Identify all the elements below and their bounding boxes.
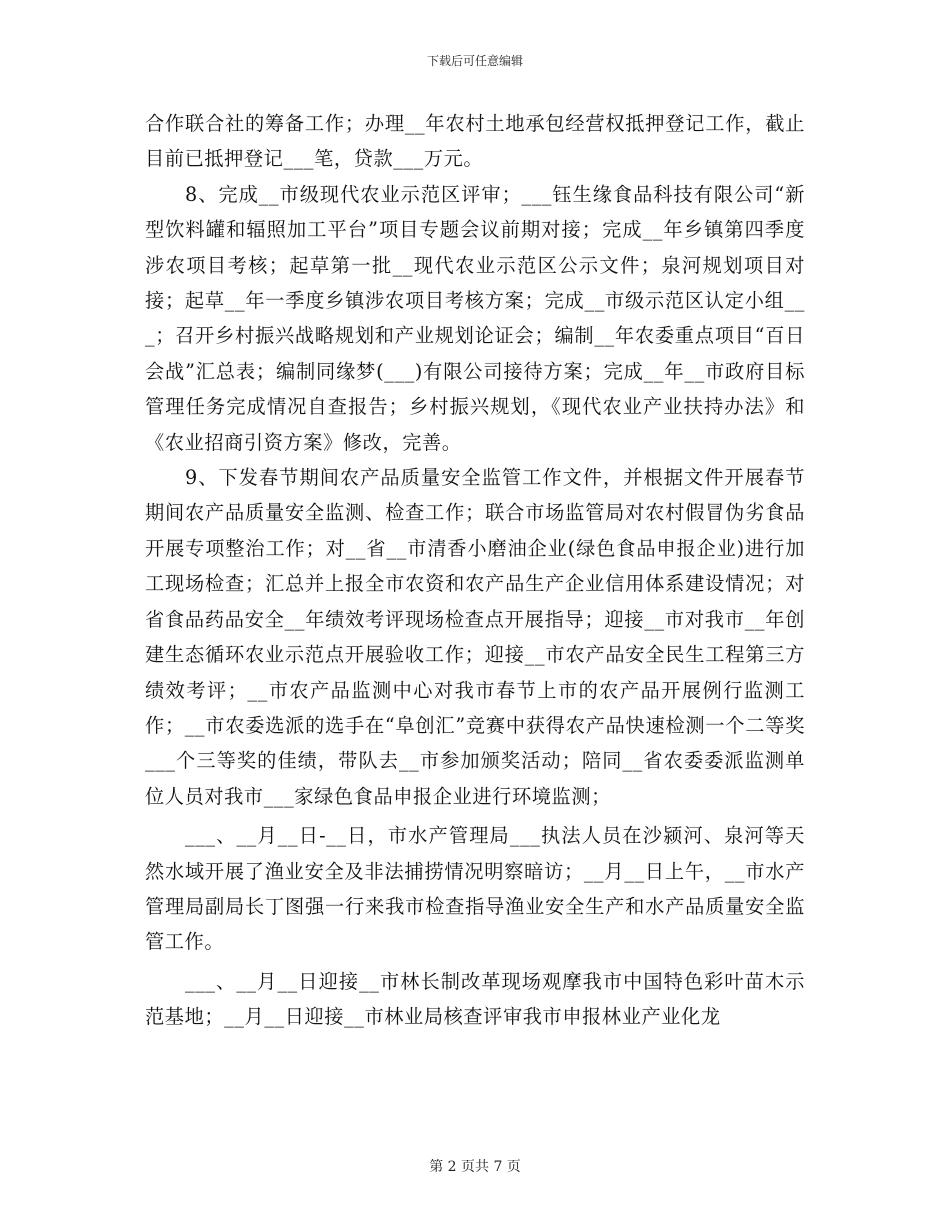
paragraph-item-8: 8、完成__市级现代农业示范区评审；___钰生缘食品科技有限公司“新型饮料罐和辐照加工平台”项目专题会议前期对接；完成__年乡镇第四季度涉农项目考核；起草第一批__现代农业示范区公示文件；泉河规划项目对接；起草__年一季度乡镇涉农项目考核方案；完成__市级示范区认定小组___；召开乡村振兴战略规划和产业规划论证会；编制__年农委重点项目“百日会战”汇总表；编制同缘梦(___)有限公司接待方案；完成__年__市政府目标管理任务完成情况自查报告；乡村振兴规划，《现代农业产业扶持办法》和《农业招商引资方案》修改，完善。: [145, 182, 805, 454]
paragraph-continued: 合作联合社的筹备工作；办理__年农村土地承包经营权抵押登记工作，截止目前已抵押登记___笔，贷款___万元。: [145, 112, 805, 171]
page-header-note: 下载后可任意编辑: [426, 54, 523, 68]
paragraph-item-forestry: ___、__月__日迎接__市林长制改革现场观摩我市中国特色彩叶苗木示范基地；__月__日迎接__市林业局核查评审我市申报林业产业化龙: [145, 969, 805, 1029]
page-number: 第 2 页共 7 页: [429, 1159, 521, 1175]
document-body: [145, 106, 805, 1035]
paragraph-item-9: 9、下发春节期间农产品质量安全监管工作文件，并根据文件开展春节期间农产品质量安全监测、检查工作；联合市场监管局对农村假冒伪劣食品开展专项整治工作；对__省__市清香小磨油企业(绿色食品申报企业)进行加工现场检查；汇总并上报全市农资和农产品生产企业信用体系建设情况；对省食品药品安全__年绩效考评现场检查点开展指导；迎接__市对我市__年创建生态循环农业示范点开展验收工作；迎接__市农产品安全民生工程第三方绩效考评；__市农产品监测中心对我市春节上市的农产品开展例行监测工作；__市农委选派的选手在“阜创汇”竞赛中获得农产品快速检测一个二等奖___个三等奖的佳绩，带队去__市参加颁奖活动；陪同__省农委委派监测单位人员对我市___家绿色食品申报企业进行环境监测；: [145, 466, 805, 808]
paragraph-item-fisheries: ___、__月__日-__日，市水产管理局___执法人员在沙颍河、泉河等天然水域开展了渔业安全及非法捕捞情况明察暗访；__月__日上午，__市水产管理局副局长丁图强一行来我市检查指导渔业安全生产和水产品质量安全监管工作。: [145, 824, 805, 954]
